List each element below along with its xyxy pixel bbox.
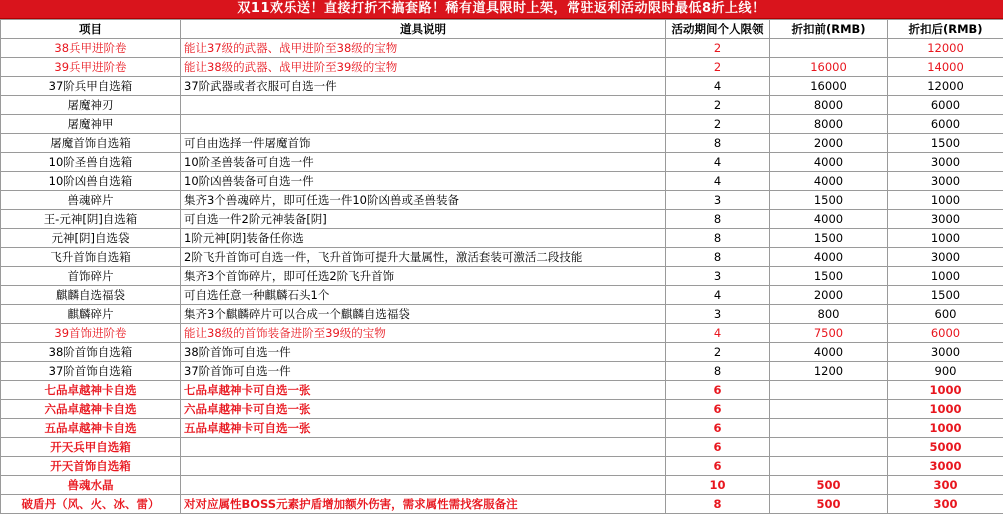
price-before-cell: 4000 [770,343,888,362]
item-name-cell: 五品卓越神卡自选 [1,419,181,438]
limit-cell: 2 [666,96,770,115]
price-after-cell: 12000 [888,77,1003,96]
table-row [1,191,1003,210]
header-limit: 活动期间个人限领 [666,20,770,39]
header-price-before: 折扣前(RMB) [770,20,888,39]
limit-cell: 4 [666,324,770,343]
item-name-cell: 开天首饰自选箱 [1,457,181,476]
price-after-cell: 600 [888,305,1003,324]
item-description-cell: 1阶元神[阴]装备任你选 [181,229,666,248]
item-description-cell [181,457,666,476]
item-name-cell: 39首饰进阶卷 [1,324,181,343]
price-before-cell [770,419,888,438]
item-description-cell: 五品卓越神卡可自选一张 [181,419,666,438]
item-name-cell: 七品卓越神卡自选 [1,381,181,400]
price-before-cell: 1500 [770,267,888,286]
limit-cell: 6 [666,400,770,419]
limit-cell: 4 [666,77,770,96]
price-before-cell: 2000 [770,286,888,305]
item-description-cell: 七品卓越神卡可自选一张 [181,381,666,400]
item-name-cell: 38阶首饰自选箱 [1,343,181,362]
price-after-cell: 3000 [888,172,1003,191]
price-before-cell [770,457,888,476]
item-name-cell: 37阶首饰自选箱 [1,362,181,381]
item-description-cell: 对对应属性BOSS元素护盾增加额外伤害，需求属性需找客服备注 [181,495,666,514]
item-description-cell: 10阶凶兽装备可自选一件 [181,172,666,191]
price-after-cell: 300 [888,495,1003,514]
price-before-cell [770,39,888,58]
limit-cell: 6 [666,438,770,457]
price-after-cell: 900 [888,362,1003,381]
item-description-cell: 能让38级的武器、战甲进阶至39级的宝物 [181,58,666,77]
limit-cell: 8 [666,229,770,248]
table-row [1,457,1003,476]
header-description: 道具说明 [181,20,666,39]
item-name-cell: 六品卓越神卡自选 [1,400,181,419]
price-before-cell: 4000 [770,153,888,172]
table-row [1,305,1003,324]
item-name-cell: 首饰碎片 [1,267,181,286]
price-after-cell: 1000 [888,191,1003,210]
limit-cell: 4 [666,153,770,172]
limit-cell: 10 [666,476,770,495]
price-before-cell: 500 [770,495,888,514]
limit-cell: 2 [666,115,770,134]
price-after-cell: 3000 [888,210,1003,229]
price-after-cell: 14000 [888,58,1003,77]
price-before-cell: 4000 [770,248,888,267]
item-description-cell [181,438,666,457]
limit-cell: 2 [666,39,770,58]
item-description-cell: 集齐3个首饰碎片，即可任选2阶飞升首饰 [181,267,666,286]
table-row [1,229,1003,248]
item-description-cell: 可自选任意一种麒麟石头1个 [181,286,666,305]
limit-cell: 8 [666,362,770,381]
item-description-cell: 38阶首饰可自选一件 [181,343,666,362]
price-before-cell: 7500 [770,324,888,343]
item-name-cell: 37阶兵甲自选箱 [1,77,181,96]
price-after-cell: 12000 [888,39,1003,58]
item-name-cell: 38兵甲进阶卷 [1,39,181,58]
limit-cell: 4 [666,286,770,305]
price-after-cell: 6000 [888,96,1003,115]
item-name-cell: 破盾丹（风、火、冰、雷） [1,495,181,514]
item-name-cell: 开天兵甲自选箱 [1,438,181,457]
item-name-cell: 飞升首饰自选箱 [1,248,181,267]
table-row [1,58,1003,77]
table-row [1,495,1003,514]
table-row [1,172,1003,191]
price-after-cell: 1000 [888,229,1003,248]
table-row [1,381,1003,400]
price-before-cell [770,438,888,457]
item-description-cell [181,115,666,134]
item-description-cell: 可自由选择一件屠魔首饰 [181,134,666,153]
item-description-cell: 37阶首饰可自选一件 [181,362,666,381]
price-before-cell: 1200 [770,362,888,381]
table-row [1,324,1003,343]
item-name-cell: 兽魂水晶 [1,476,181,495]
table-row [1,248,1003,267]
price-before-cell: 4000 [770,210,888,229]
price-after-cell: 1500 [888,134,1003,153]
table-row [1,96,1003,115]
header-item: 项目 [1,20,181,39]
item-name-cell: 10阶凶兽自选箱 [1,172,181,191]
item-description-cell [181,96,666,115]
limit-cell: 6 [666,419,770,438]
table-row [1,286,1003,305]
item-description-cell: 可自选一件2阶元神装备[阴] [181,210,666,229]
table-row [1,77,1003,96]
item-name-cell: 麒麟碎片 [1,305,181,324]
limit-cell: 8 [666,134,770,153]
item-price-table [0,19,1003,514]
price-after-cell: 1000 [888,419,1003,438]
table-row [1,476,1003,495]
limit-cell: 2 [666,343,770,362]
item-description-cell: 10阶圣兽装备可自选一件 [181,153,666,172]
price-after-cell: 1500 [888,286,1003,305]
item-description-cell: 六品卓越神卡可自选一张 [181,400,666,419]
table-row [1,153,1003,172]
item-description-cell: 集齐3个麒麟碎片可以合成一个麒麟自选福袋 [181,305,666,324]
price-after-cell: 300 [888,476,1003,495]
price-after-cell: 3000 [888,248,1003,267]
table-header-row [1,20,1003,39]
limit-cell: 4 [666,172,770,191]
item-description-cell: 37阶武器或者衣服可自选一件 [181,77,666,96]
price-before-cell: 16000 [770,77,888,96]
price-after-cell: 3000 [888,153,1003,172]
table-row [1,267,1003,286]
item-description-cell: 能让38级的首饰装备进阶至39级的宝物 [181,324,666,343]
price-after-cell: 1000 [888,400,1003,419]
limit-cell: 3 [666,267,770,286]
price-before-cell [770,381,888,400]
item-name-cell: 麒麟自选福袋 [1,286,181,305]
price-after-cell: 3000 [888,343,1003,362]
price-after-cell: 6000 [888,115,1003,134]
limit-cell: 8 [666,210,770,229]
item-description-cell [181,476,666,495]
table-row [1,438,1003,457]
price-before-cell: 8000 [770,96,888,115]
limit-cell: 3 [666,305,770,324]
price-before-cell: 8000 [770,115,888,134]
item-name-cell: 10阶圣兽自选箱 [1,153,181,172]
promo-banner: 双11欢乐送！直接打折不搞套路！稀有道具限时上架，常驻返利活动限时最低8折上线！ [0,0,1003,19]
price-before-cell: 1500 [770,191,888,210]
price-after-cell: 6000 [888,324,1003,343]
limit-cell: 3 [666,191,770,210]
price-after-cell: 1000 [888,381,1003,400]
item-name-cell: 元神[阴]自选袋 [1,229,181,248]
table-row [1,343,1003,362]
limit-cell: 8 [666,495,770,514]
price-before-cell: 4000 [770,172,888,191]
limit-cell: 8 [666,248,770,267]
item-name-cell: 屠魔首饰自选箱 [1,134,181,153]
item-description-cell: 能让37级的武器、战甲进阶至38级的宝物 [181,39,666,58]
price-before-cell: 1500 [770,229,888,248]
limit-cell: 6 [666,381,770,400]
price-before-cell: 800 [770,305,888,324]
table-row [1,210,1003,229]
table-row [1,419,1003,438]
table-row [1,39,1003,58]
item-name-cell: 屠魔神刃 [1,96,181,115]
price-after-cell: 5000 [888,438,1003,457]
limit-cell: 2 [666,58,770,77]
price-after-cell: 3000 [888,457,1003,476]
item-name-cell: 王-元神[阴]自选箱 [1,210,181,229]
price-after-cell: 1000 [888,267,1003,286]
item-name-cell: 兽魂碎片 [1,191,181,210]
price-before-cell: 2000 [770,134,888,153]
price-before-cell: 500 [770,476,888,495]
item-name-cell: 屠魔神甲 [1,115,181,134]
table-row [1,115,1003,134]
header-price-after: 折扣后(RMB) [888,20,1003,39]
item-name-cell: 39兵甲进阶卷 [1,58,181,77]
item-description-cell: 2阶飞升首饰可自选一件，飞升首饰可提升大量属性，激活套装可激活二段技能 [181,248,666,267]
price-before-cell [770,400,888,419]
price-before-cell: 16000 [770,58,888,77]
item-description-cell: 集齐3个兽魂碎片，即可任选一件10阶凶兽或圣兽装备 [181,191,666,210]
table-row [1,134,1003,153]
table-row [1,400,1003,419]
limit-cell: 6 [666,457,770,476]
table-row [1,362,1003,381]
